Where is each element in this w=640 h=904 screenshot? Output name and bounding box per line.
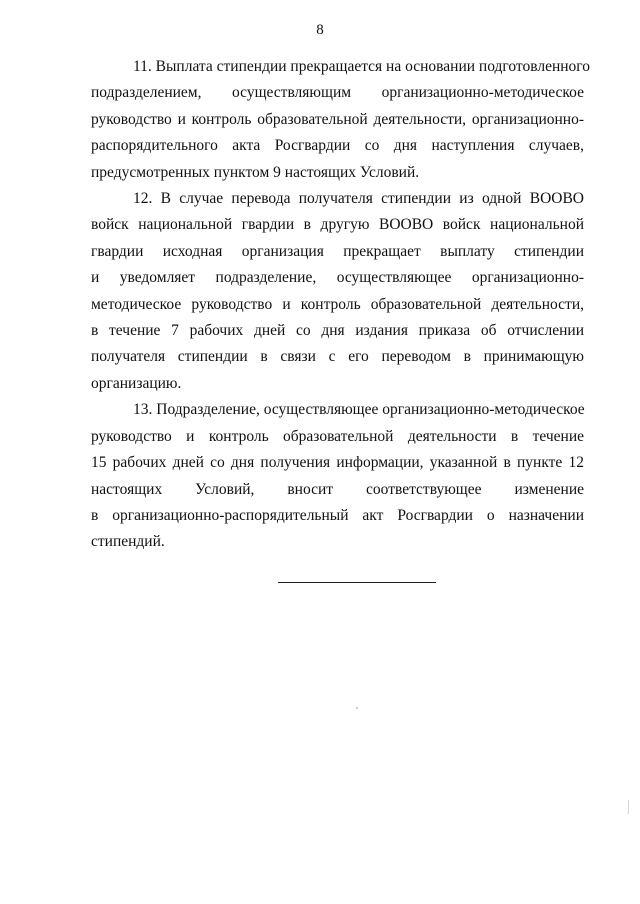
- paragraph-12-line-7: получателя стипендии в связи с его переводом в принимающую: [91, 348, 584, 366]
- paragraph-13: [91, 397, 584, 555]
- paragraph-12-line-6: в течение 7 рабочих дней со дня издания приказа об отчислении: [91, 322, 584, 340]
- paragraph-12-line-5: методическое руководство и контроль образовательной деятельности,: [91, 295, 584, 313]
- page-number: 8: [316, 22, 324, 38]
- paragraph-13-line-4: настоящих Условий, вносит соответствующее изменение: [91, 480, 584, 498]
- paragraph-12-line-8: организацию.: [91, 374, 182, 392]
- paragraph-11-line-3: руководство и контроль образовательной деятельности, организационно-: [91, 110, 584, 128]
- paragraph-13-line-6: стипендий.: [91, 533, 165, 551]
- paragraph-12-line-1: 12. В случае перевода получателя стипендии из одной ВООВО: [133, 190, 584, 208]
- paragraph-11-line-4: распорядительного акта Росгвардии со дня наступления случаев,: [91, 137, 584, 155]
- paragraph-13-line-3: 15 рабочих дней со дня получения информации, указанной в пункте 12: [91, 454, 584, 472]
- end-divider-line: [278, 582, 436, 583]
- paragraph-11-line-2: подразделением, осуществляющим организационно-методическое: [91, 84, 584, 102]
- scan-speck: [356, 707, 358, 709]
- paragraph-11: [91, 54, 591, 186]
- paragraph-12-line-3: гвардии исходная организация прекращает выплату стипендии: [91, 242, 584, 260]
- document-body: [91, 54, 591, 556]
- paragraph-13-line-2: руководство и контроль образовательной деятельности в течение: [91, 427, 584, 445]
- scan-speck: [628, 800, 629, 814]
- paragraph-12-line-4: и уведомляет подразделение, осуществляющее организационно-: [91, 269, 584, 287]
- paragraph-12-line-2: войск национальной гвардии в другую ВООВО войск национальной: [91, 216, 584, 234]
- paragraph-11-line-5: предусмотренных пунктом 9 настоящих Условий.: [91, 163, 420, 181]
- paragraph-12: [91, 186, 584, 397]
- paragraph-11-line-1: 11. Выплата стипендии прекращается на основании подготовленного: [133, 58, 591, 75]
- paragraph-13-line-1: 13. Подразделение, осуществляющее организационно-методическое: [133, 401, 585, 419]
- paragraph-13-line-5: в организационно-распорядительный акт Росгвардии о назначении: [91, 506, 584, 524]
